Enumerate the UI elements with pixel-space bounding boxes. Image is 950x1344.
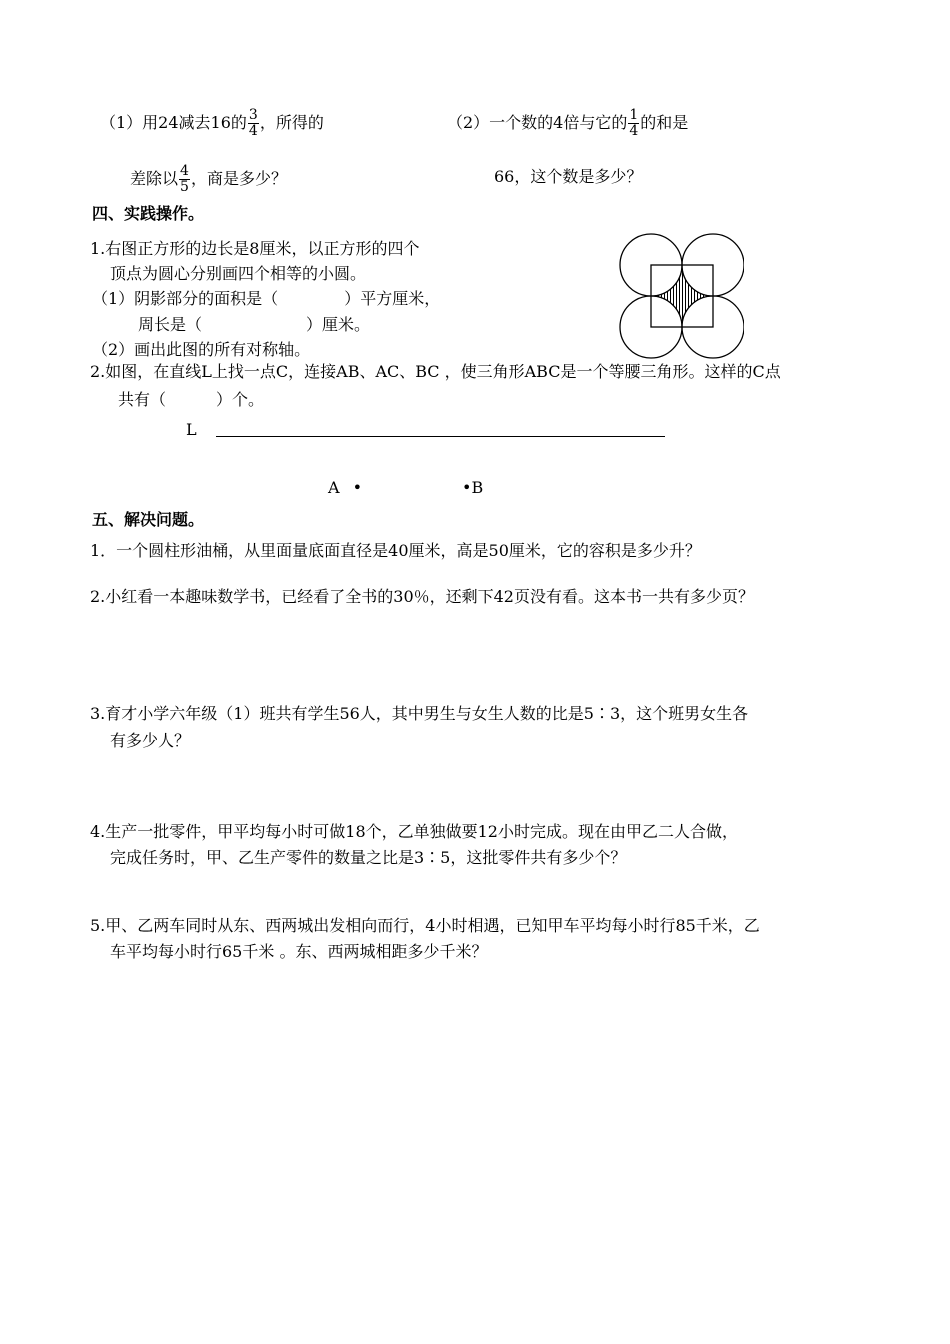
line-label-L: L xyxy=(186,420,197,439)
s4-p2-line1: 2.如图，在直线L上找一点C，连接AB、AC、BC ，使三角形ABC是一个等腰三角形。这样的C点 xyxy=(90,362,781,381)
section4-heading: 四、实践操作。 xyxy=(92,204,205,223)
s5-p3-line2: 有多少人？ xyxy=(110,731,191,750)
s4-p1-line1: 1.右图正方形的边长是8厘米，以正方形的四个 xyxy=(90,239,420,258)
point-b: •B xyxy=(462,478,484,497)
fraction-3-4: $\frac{3}{4}$ xyxy=(248,107,258,139)
shaded-region xyxy=(651,265,713,327)
fraction-1-4: $\frac{1}{4}$ xyxy=(629,107,639,139)
s5-p4-line1: 4.生产一批零件，甲平均每小时可做18个，乙单独做要12小时完成。现在由甲乙二人合做， xyxy=(90,822,738,841)
q1-line1 xyxy=(100,108,324,139)
q2-line1 xyxy=(447,108,688,139)
fraction-4-5: $\frac{4}{5}$ xyxy=(180,163,189,195)
point-a: A • xyxy=(328,478,363,497)
q2-suffix: 的和是 xyxy=(640,113,689,132)
q2-prefix: （2）一个数的4倍与它的 xyxy=(447,113,628,132)
s4-p1-line2: 顶点为圆心分别画四个相等的小圆。 xyxy=(110,264,367,283)
s4-p2-line2: 共有（ ）个。 xyxy=(118,390,265,409)
s4-p1-q2: （2）画出此图的所有对称轴。 xyxy=(92,340,311,359)
s5-p3-line1: 3.育才小学六年级（1）班共有学生56人，其中男生与女生人数的比是5∶3，这个班男女生各 xyxy=(90,704,749,723)
q1-line2 xyxy=(130,164,287,195)
line-L xyxy=(216,436,665,437)
q1-line2-suffix: ，商是多少？ xyxy=(190,169,287,188)
s5-p2: 2.小红看一本趣味数学书，已经看了全书的30％，还剩下42页没有看。这本书一共有多少页？ xyxy=(90,587,754,606)
s5-p5-line1: 5.甲、乙两车同时从东、西两城出发相向而行，4小时相遇，已知甲车平均每小时行85千米，乙 xyxy=(90,916,760,935)
s4-p1-q1b: 周长是（ ）厘米。 xyxy=(138,315,371,334)
s5-p5-line2: 车平均每小时行65千米 。东、西两城相距多少千米？ xyxy=(110,942,488,961)
s5-p4-line2: 完成任务时，甲、乙生产零件的数量之比是3∶5，这批零件共有多少个？ xyxy=(110,848,627,867)
four-circles-diagram xyxy=(618,232,744,360)
section5-heading: 五、解决问题。 xyxy=(92,510,205,529)
s4-p1-q1a: （1）阴影部分的面积是（ ）平方厘米， xyxy=(92,289,441,308)
s5-p1: 1．一个圆柱形油桶，从里面量底面直径是40厘米，高是50厘米，它的容积是多少升？ xyxy=(90,541,701,560)
q1-line2-prefix: 差除以 xyxy=(130,169,179,188)
q1-prefix: （1）用24减去16的 xyxy=(100,113,247,132)
q1-suffix: ，所得的 xyxy=(259,113,324,132)
q2-line2: 66，这个数是多少？ xyxy=(494,167,643,186)
